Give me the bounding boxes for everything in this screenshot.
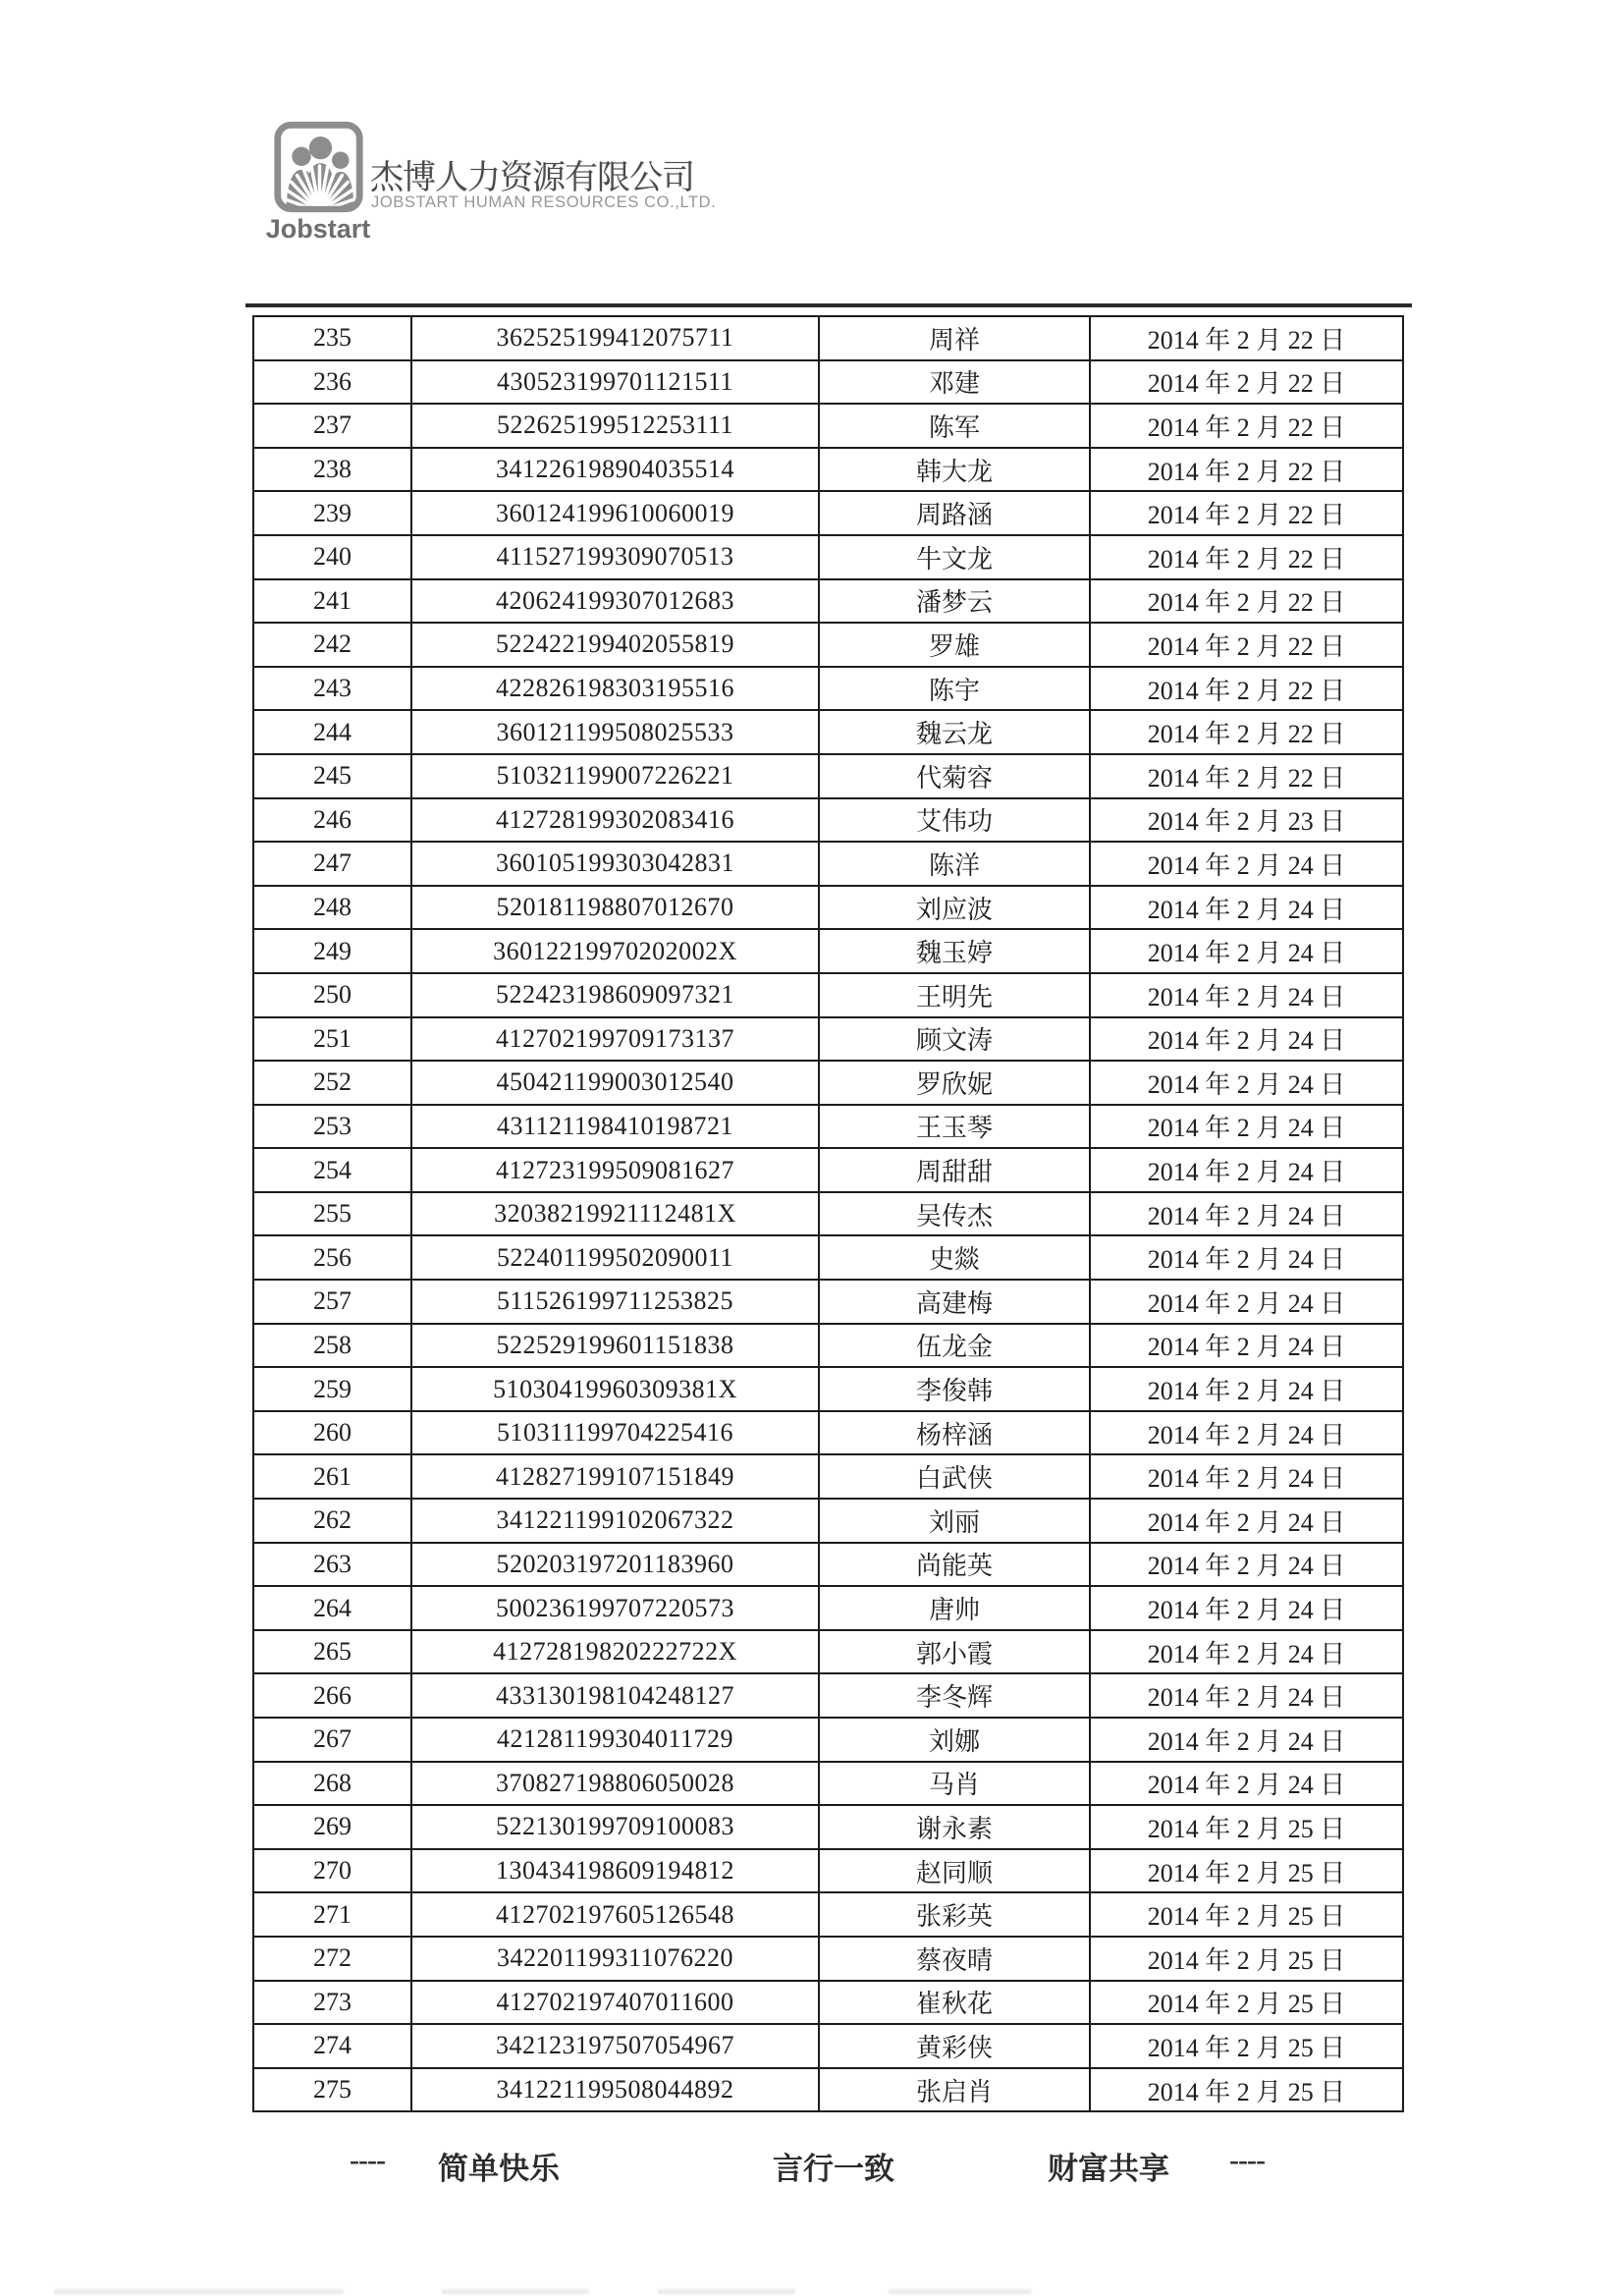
name-cell: 周甜甜 (819, 1148, 1090, 1192)
company-name-en: JOBSTART HUMAN RESOURCES CO.,LTD. (371, 193, 717, 211)
table-row (253, 1324, 1403, 1368)
table-row (253, 842, 1403, 886)
date-cell: 2014 年 2 月 24 日 (1090, 1105, 1403, 1149)
table-row (253, 929, 1403, 973)
row-number-cell: 235 (253, 316, 411, 360)
name-cell: 尚能英 (819, 1543, 1090, 1587)
row-number-cell: 243 (253, 667, 411, 711)
table-row (253, 316, 1403, 360)
date-cell: 2014 年 2 月 24 日 (1090, 1411, 1403, 1455)
name-cell: 邓建 (819, 360, 1090, 405)
id-number-cell: 412728199302083416 (411, 798, 819, 843)
row-number-cell: 275 (253, 2068, 411, 2112)
date-cell: 2014 年 2 月 24 日 (1090, 1543, 1403, 1587)
name-cell: 罗欣妮 (819, 1061, 1090, 1105)
scan-artifact (889, 2289, 1031, 2294)
date-cell: 2014 年 2 月 24 日 (1090, 1454, 1403, 1499)
id-number-cell: 360121199508025533 (411, 710, 819, 754)
date-cell: 2014 年 2 月 24 日 (1090, 1235, 1403, 1280)
name-cell: 赵同顺 (819, 1849, 1090, 1893)
table-row (253, 623, 1403, 667)
id-number-cell: 450421199003012540 (411, 1061, 819, 1105)
table-row (253, 710, 1403, 754)
id-number-cell: 520203197201183960 (411, 1543, 819, 1587)
company-name-cn: 杰博人力资源有限公司 (370, 160, 694, 196)
id-number-cell: 522401199502090011 (411, 1235, 819, 1280)
row-number-cell: 236 (253, 360, 411, 405)
name-cell: 伍龙金 (819, 1324, 1090, 1368)
date-cell: 2014 年 2 月 22 日 (1090, 623, 1403, 667)
table-row (253, 1280, 1403, 1324)
table-row (253, 973, 1403, 1017)
date-cell: 2014 年 2 月 22 日 (1090, 448, 1403, 492)
table-row (253, 1630, 1403, 1674)
scan-artifact (442, 2289, 589, 2294)
row-number-cell: 242 (253, 623, 411, 667)
row-number-cell: 266 (253, 1673, 411, 1718)
id-number-cell: 421281199304011729 (411, 1718, 819, 1762)
name-cell: 吴传杰 (819, 1192, 1090, 1236)
row-number-cell: 274 (253, 2024, 411, 2068)
table-row (253, 1849, 1403, 1893)
date-cell: 2014 年 2 月 22 日 (1090, 316, 1403, 360)
date-cell: 2014 年 2 月 24 日 (1090, 929, 1403, 973)
id-number-cell: 511526199711253825 (411, 1280, 819, 1324)
name-cell: 刘丽 (819, 1499, 1090, 1543)
date-cell: 2014 年 2 月 24 日 (1090, 1367, 1403, 1411)
table-row (253, 667, 1403, 711)
roster-table (252, 315, 1404, 2112)
id-number-cell: 411527199309070513 (411, 535, 819, 579)
footer-slogan-shared-wealth: 财富共享 (1048, 2152, 1169, 2186)
name-cell: 白武侠 (819, 1454, 1090, 1499)
table-row (253, 1411, 1403, 1455)
name-cell: 艾伟功 (819, 798, 1090, 843)
name-cell: 陈军 (819, 404, 1090, 448)
name-cell: 蔡夜晴 (819, 1937, 1090, 1981)
row-number-cell: 246 (253, 798, 411, 843)
id-number-cell: 522529199601151838 (411, 1324, 819, 1368)
name-cell: 陈宇 (819, 667, 1090, 711)
id-number-cell: 362525199412075711 (411, 316, 819, 360)
date-cell: 2014 年 2 月 24 日 (1090, 1280, 1403, 1324)
id-number-cell: 510321199007226221 (411, 754, 819, 798)
row-number-cell: 262 (253, 1499, 411, 1543)
table-row (253, 1805, 1403, 1849)
row-number-cell: 273 (253, 1981, 411, 2025)
table-row (253, 1148, 1403, 1192)
row-number-cell: 256 (253, 1235, 411, 1280)
table-row (253, 1762, 1403, 1806)
date-cell: 2014 年 2 月 24 日 (1090, 1586, 1403, 1630)
row-number-cell: 250 (253, 973, 411, 1017)
id-number-cell: 522625199512253111 (411, 404, 819, 448)
row-number-cell: 237 (253, 404, 411, 448)
id-number-cell: 130434198609194812 (411, 1849, 819, 1893)
jobstart-logo-icon (271, 119, 366, 215)
id-number-cell: 422826198303195516 (411, 667, 819, 711)
table-row (253, 1981, 1403, 2025)
roster-table-body (253, 316, 1403, 2111)
brand-label: Jobstart (265, 214, 371, 244)
name-cell: 马肖 (819, 1762, 1090, 1806)
id-number-cell: 32038219921112481X (411, 1192, 819, 1236)
table-row (253, 579, 1403, 624)
id-number-cell: 342123197507054967 (411, 2024, 819, 2068)
name-cell: 代菊容 (819, 754, 1090, 798)
scan-artifact (54, 2289, 344, 2294)
row-number-cell: 263 (253, 1543, 411, 1587)
id-number-cell: 341221199102067322 (411, 1499, 819, 1543)
row-number-cell: 270 (253, 1849, 411, 1893)
date-cell: 2014 年 2 月 24 日 (1090, 886, 1403, 930)
id-number-cell: 430523199701121511 (411, 360, 819, 405)
date-cell: 2014 年 2 月 24 日 (1090, 842, 1403, 886)
row-number-cell: 268 (253, 1762, 411, 1806)
date-cell: 2014 年 2 月 22 日 (1090, 667, 1403, 711)
table-row (253, 491, 1403, 535)
id-number-cell: 412702197407011600 (411, 1981, 819, 2025)
date-cell: 2014 年 2 月 24 日 (1090, 1192, 1403, 1236)
date-cell: 2014 年 2 月 22 日 (1090, 535, 1403, 579)
scan-artifact (658, 2289, 795, 2294)
date-cell: 2014 年 2 月 25 日 (1090, 1805, 1403, 1849)
row-number-cell: 257 (253, 1280, 411, 1324)
table-row (253, 1192, 1403, 1236)
date-cell: 2014 年 2 月 24 日 (1090, 1324, 1403, 1368)
row-number-cell: 244 (253, 710, 411, 754)
table-row (253, 1017, 1403, 1062)
id-number-cell: 342201199311076220 (411, 1937, 819, 1981)
name-cell: 高建梅 (819, 1280, 1090, 1324)
table-row (253, 448, 1403, 492)
table-row (253, 1105, 1403, 1149)
table-row (253, 1367, 1403, 1411)
id-number-cell: 520181198807012670 (411, 886, 819, 930)
name-cell: 陈洋 (819, 842, 1090, 886)
table-row (253, 535, 1403, 579)
name-cell: 王明先 (819, 973, 1090, 1017)
row-number-cell: 238 (253, 448, 411, 492)
name-cell: 李冬辉 (819, 1673, 1090, 1718)
table-row (253, 1718, 1403, 1762)
id-number-cell: 370827198806050028 (411, 1762, 819, 1806)
table-row (253, 1235, 1403, 1280)
name-cell: 周祥 (819, 316, 1090, 360)
table-row (253, 1586, 1403, 1630)
id-number-cell: 412702197605126548 (411, 1892, 819, 1937)
date-cell: 2014 年 2 月 24 日 (1090, 1017, 1403, 1062)
row-number-cell: 271 (253, 1892, 411, 1937)
date-cell: 2014 年 2 月 25 日 (1090, 2024, 1403, 2068)
name-cell: 李俊韩 (819, 1367, 1090, 1411)
name-cell: 魏玉婷 (819, 929, 1090, 973)
id-number-cell: 412827199107151849 (411, 1454, 819, 1499)
row-number-cell: 253 (253, 1105, 411, 1149)
table-row (253, 2068, 1403, 2112)
date-cell: 2014 年 2 月 25 日 (1090, 1849, 1403, 1893)
id-number-cell: 341226198904035514 (411, 448, 819, 492)
id-number-cell: 412702199709173137 (411, 1017, 819, 1062)
id-number-cell: 360124199610060019 (411, 491, 819, 535)
table-row (253, 1499, 1403, 1543)
row-number-cell: 269 (253, 1805, 411, 1849)
row-number-cell: 254 (253, 1148, 411, 1192)
row-number-cell: 258 (253, 1324, 411, 1368)
row-number-cell: 261 (253, 1454, 411, 1499)
id-number-cell: 341221199508044892 (411, 2068, 819, 2112)
table-row (253, 886, 1403, 930)
footer-slogan-simple-happy: 简单快乐 (438, 2152, 560, 2186)
table-row (253, 1892, 1403, 1937)
row-number-cell: 240 (253, 535, 411, 579)
row-number-cell: 264 (253, 1586, 411, 1630)
row-number-cell: 272 (253, 1937, 411, 1981)
date-cell: 2014 年 2 月 22 日 (1090, 710, 1403, 754)
table-row (253, 1061, 1403, 1105)
row-number-cell: 259 (253, 1367, 411, 1411)
date-cell: 2014 年 2 月 22 日 (1090, 404, 1403, 448)
id-number-cell: 431121198410198721 (411, 1105, 819, 1149)
row-number-cell: 260 (253, 1411, 411, 1455)
table-row (253, 2024, 1403, 2068)
id-number-cell: 36012219970202002X (411, 929, 819, 973)
name-cell: 黄彩侠 (819, 2024, 1090, 2068)
id-number-cell: 522423198609097321 (411, 973, 819, 1017)
name-cell: 罗雄 (819, 623, 1090, 667)
name-cell: 周路涵 (819, 491, 1090, 535)
name-cell: 郭小霞 (819, 1630, 1090, 1674)
date-cell: 2014 年 2 月 24 日 (1090, 1148, 1403, 1192)
name-cell: 崔秋花 (819, 1981, 1090, 2025)
id-number-cell: 412723199509081627 (411, 1148, 819, 1192)
row-number-cell: 241 (253, 579, 411, 624)
id-number-cell: 510311199704225416 (411, 1411, 819, 1455)
date-cell: 2014 年 2 月 24 日 (1090, 973, 1403, 1017)
id-number-cell: 500236199707220573 (411, 1586, 819, 1630)
date-cell: 2014 年 2 月 22 日 (1090, 360, 1403, 405)
footer-slogan-consistency: 言行一致 (773, 2152, 894, 2186)
name-cell: 韩大龙 (819, 448, 1090, 492)
name-cell: 潘梦云 (819, 579, 1090, 624)
id-number-cell: 433130198104248127 (411, 1673, 819, 1718)
date-cell: 2014 年 2 月 24 日 (1090, 1673, 1403, 1718)
date-cell: 2014 年 2 月 22 日 (1090, 754, 1403, 798)
row-number-cell: 267 (253, 1718, 411, 1762)
date-cell: 2014 年 2 月 25 日 (1090, 1892, 1403, 1937)
row-number-cell: 245 (253, 754, 411, 798)
id-number-cell: 522130199709100083 (411, 1805, 819, 1849)
name-cell: 刘应波 (819, 886, 1090, 930)
name-cell: 张启肖 (819, 2068, 1090, 2112)
date-cell: 2014 年 2 月 24 日 (1090, 1499, 1403, 1543)
row-number-cell: 265 (253, 1630, 411, 1674)
date-cell: 2014 年 2 月 25 日 (1090, 1981, 1403, 2025)
date-cell: 2014 年 2 月 24 日 (1090, 1061, 1403, 1105)
row-number-cell: 255 (253, 1192, 411, 1236)
table-row (253, 404, 1403, 448)
footer-dash-right: ---- (1229, 2144, 1265, 2176)
date-cell: 2014 年 2 月 24 日 (1090, 1762, 1403, 1806)
date-cell: 2014 年 2 月 25 日 (1090, 1937, 1403, 1981)
name-cell: 牛文龙 (819, 535, 1090, 579)
name-cell: 谢永素 (819, 1805, 1090, 1849)
name-cell: 张彩英 (819, 1892, 1090, 1937)
table-row (253, 1937, 1403, 1981)
id-number-cell: 41272819820222722X (411, 1630, 819, 1674)
id-number-cell: 51030419960309381X (411, 1367, 819, 1411)
table-row (253, 754, 1403, 798)
name-cell: 史燚 (819, 1235, 1090, 1280)
date-cell: 2014 年 2 月 24 日 (1090, 1630, 1403, 1674)
table-row (253, 1543, 1403, 1587)
table-row (253, 360, 1403, 405)
date-cell: 2014 年 2 月 23 日 (1090, 798, 1403, 843)
date-cell: 2014 年 2 月 24 日 (1090, 1718, 1403, 1762)
row-number-cell: 247 (253, 842, 411, 886)
name-cell: 顾文涛 (819, 1017, 1090, 1062)
id-number-cell: 522422199402055819 (411, 623, 819, 667)
row-number-cell: 252 (253, 1061, 411, 1105)
name-cell: 唐帅 (819, 1586, 1090, 1630)
date-cell: 2014 年 2 月 22 日 (1090, 579, 1403, 624)
footer-dash-left: ---- (350, 2144, 385, 2176)
row-number-cell: 239 (253, 491, 411, 535)
date-cell: 2014 年 2 月 25 日 (1090, 2068, 1403, 2112)
id-number-cell: 360105199303042831 (411, 842, 819, 886)
name-cell: 王玉琴 (819, 1105, 1090, 1149)
name-cell: 魏云龙 (819, 710, 1090, 754)
row-number-cell: 248 (253, 886, 411, 930)
date-cell: 2014 年 2 月 22 日 (1090, 491, 1403, 535)
name-cell: 杨梓涵 (819, 1411, 1090, 1455)
name-cell: 刘娜 (819, 1718, 1090, 1762)
id-number-cell: 420624199307012683 (411, 579, 819, 624)
table-row (253, 798, 1403, 843)
row-number-cell: 249 (253, 929, 411, 973)
table-row (253, 1673, 1403, 1718)
header-rule (245, 303, 1412, 307)
row-number-cell: 251 (253, 1017, 411, 1062)
table-row (253, 1454, 1403, 1499)
